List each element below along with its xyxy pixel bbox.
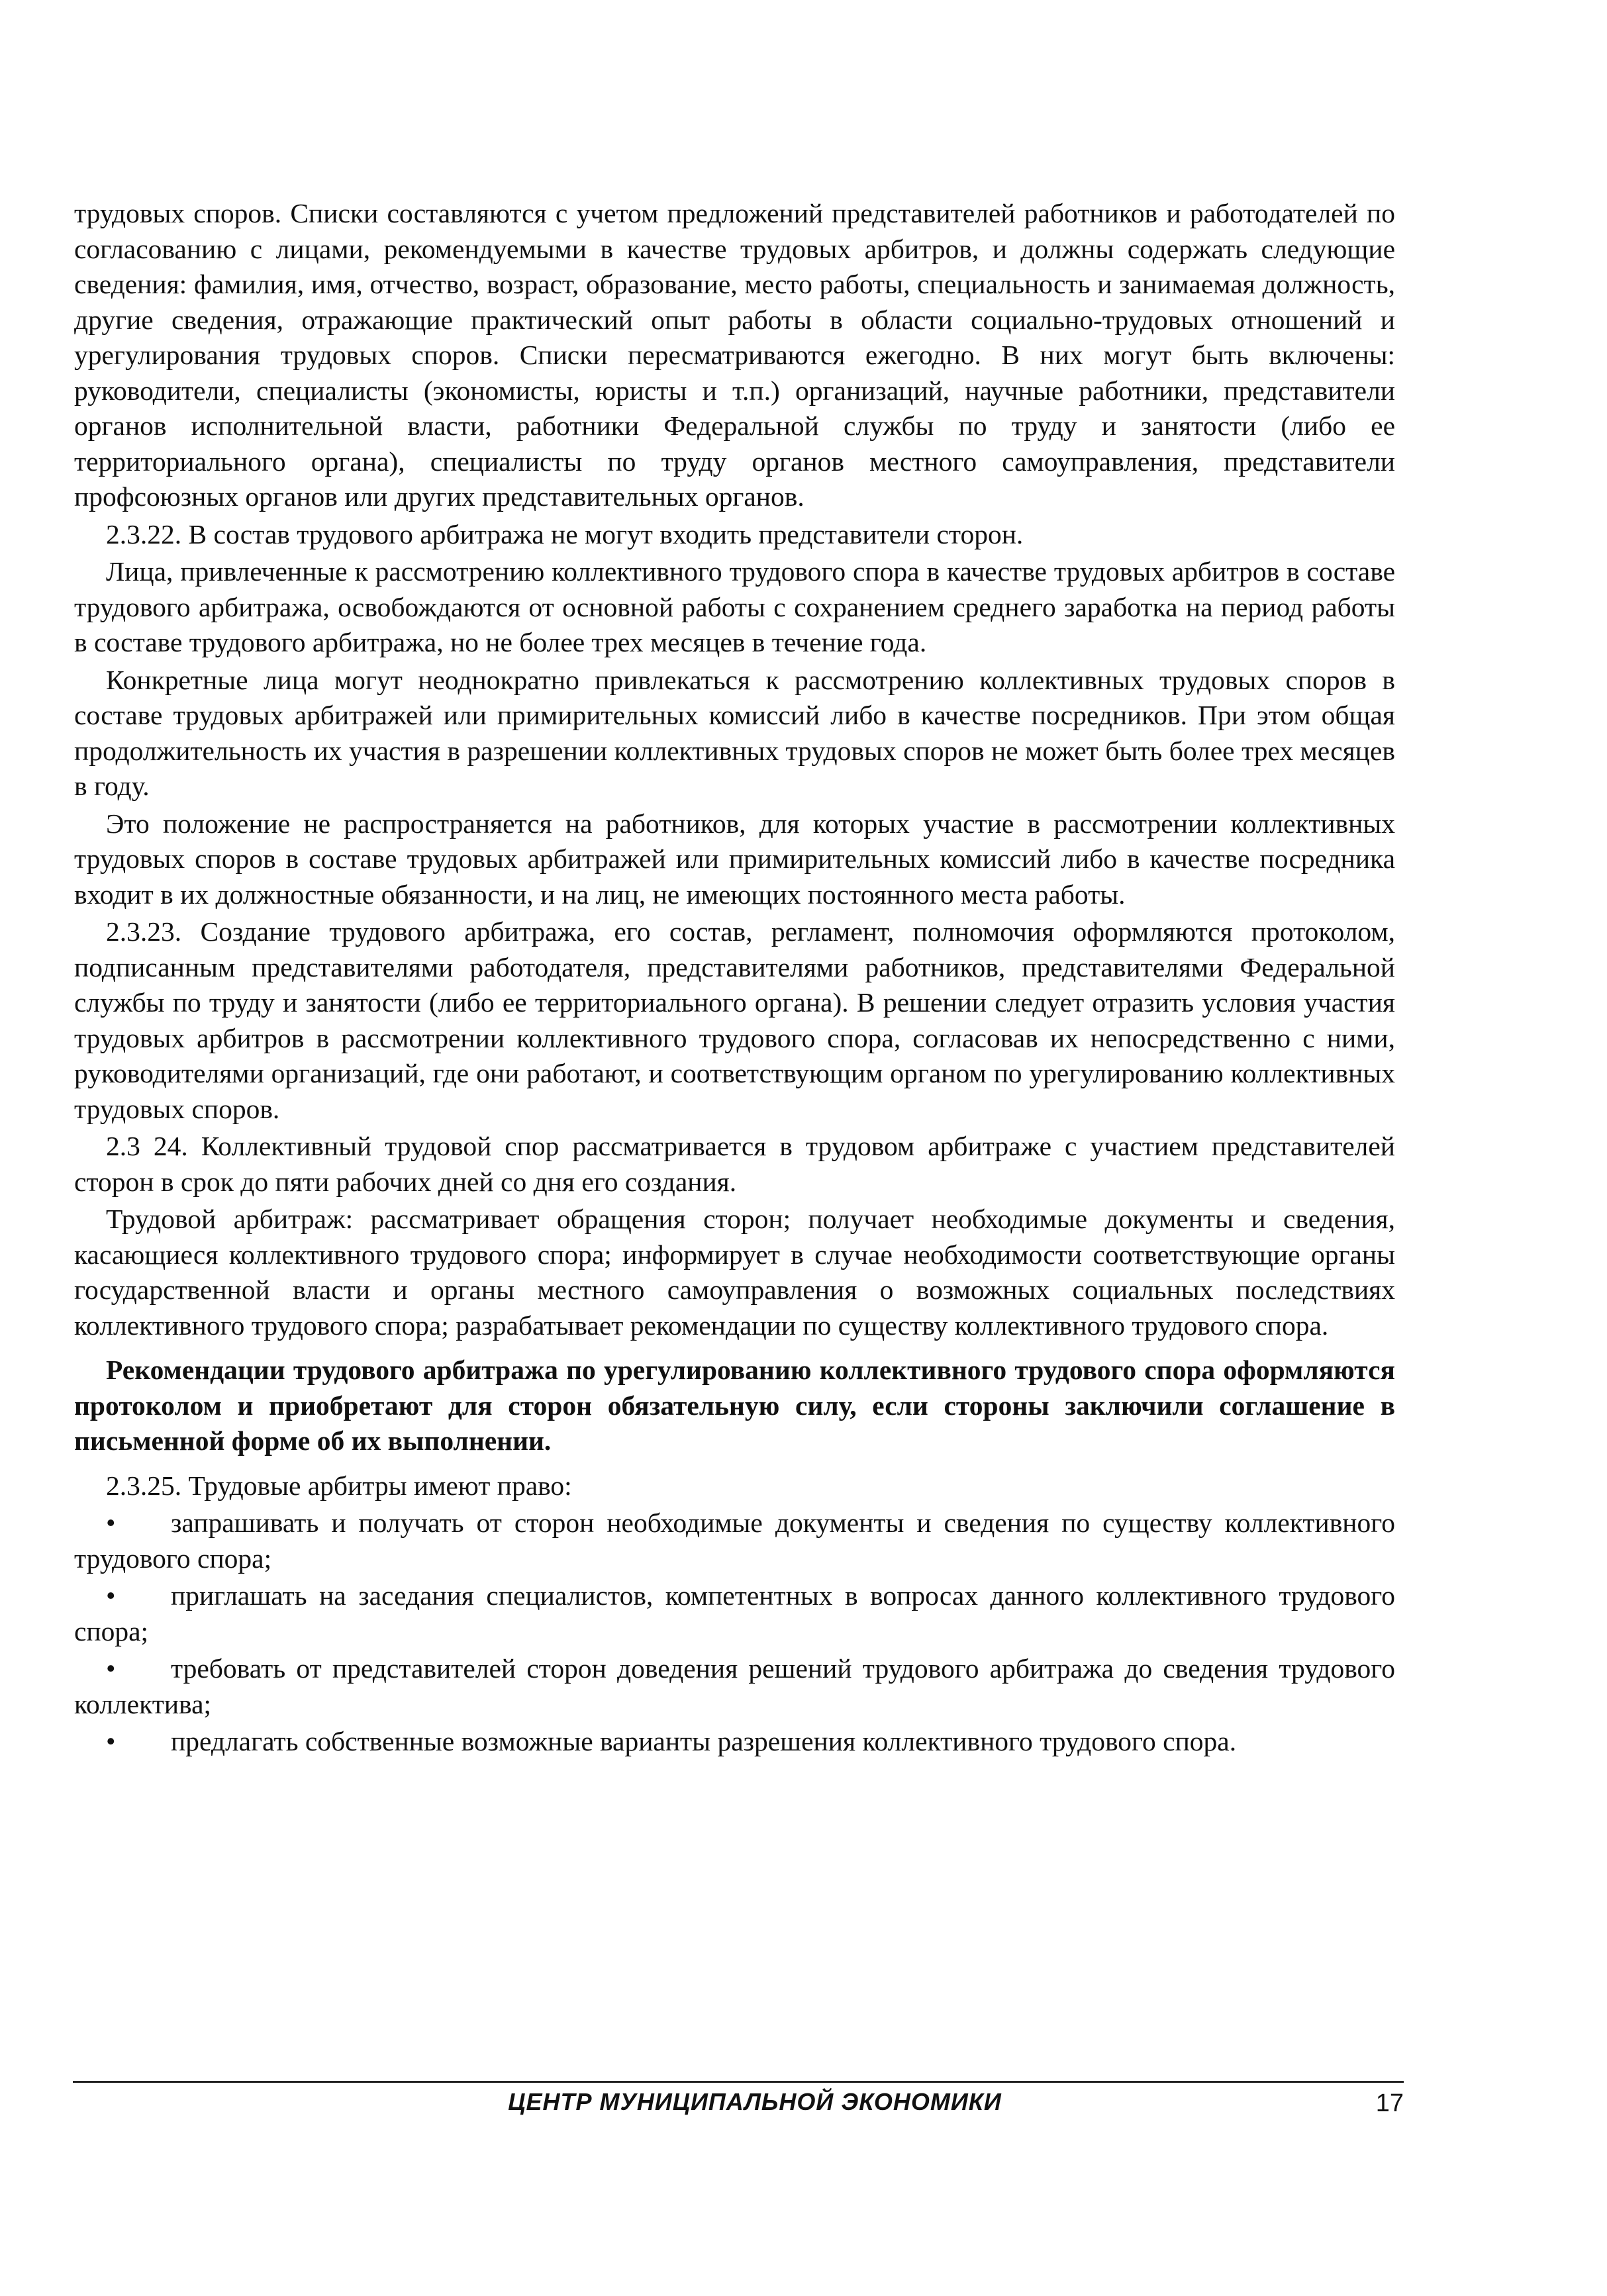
- paragraph: Лица, привлеченные к рассмотрению коллективного трудового спора в качестве трудовых арбитров в составе трудового арбитража, освобождаются от основной работы с сохранением среднего заработка на период работы в составе трудового арбитража, но не более трех месяцев в течение года.: [74, 556, 1395, 657]
- paragraph-2-3-24: 2.3 24. Коллективный трудовой спор рассматривается в трудовом арбитраже с участием представителей сторон в срок до пяти рабочих дней со дня его создания.: [74, 1131, 1395, 1197]
- paragraph: трудовых споров. Списки составляются с учетом предложений представителей работников и работодателей по согласованию с лицами, рекомендуемыми в качестве трудовых арбитров, и должны содержать следующие сведения: фамилия, имя, отчество, возраст, образование, место работы, специальность и занимаемая должность, другие сведения, отражающие практический опыт работы в области социально-трудовых отношений и урегулирования трудовых споров. Списки пересматриваются ежегодно. В них могут быть включены: руководители, специалисты (экономисты, юристы и т.п.) организаций, научные работники, представители органов исполнительной власти, работники Федеральной службы по труду и занятости (либо ее территориального органа), специалисты по труду органов местного самоуправления, представители профсоюзных органов или других представительных органов.: [74, 198, 1395, 512]
- bullet-icon: •: [106, 1507, 116, 1538]
- footer-title: ЦЕНТР МУНИЦИПАЛЬНОЙ ЭКОНОМИКИ: [508, 2088, 1002, 2115]
- bold-paragraph: Рекомендации трудового арбитража по урегулированию коллективного трудового спора оформляются протоколом и приобретают для сторон обязательную силу, если стороны заключили соглашение в письменной форме об их выполнении.: [74, 1355, 1395, 1456]
- paragraph-2-3-23: 2.3.23. Создание трудового арбитража, его состав, регламент, полномочия оформляются протоколом, подписанным представителями работодателя, представителями работников, представителями Федеральной службы по труду и занятости (либо ее территориального органа). В решении следует отразить условия участия трудовых арбитров в рассмотрении коллективного трудового спора, согласовав их непосредственно с ними, руководителями организаций, где они работают, и соответствующим органом по урегулированию коллективных трудовых споров.: [74, 916, 1395, 1124]
- bullet-item: [74, 1651, 1395, 1722]
- bullet-item: [74, 1724, 1395, 1760]
- bullet-icon: •: [106, 1653, 116, 1684]
- bullet-text: запрашивать и получать от сторон необходимые документы и сведения по существу коллективного трудового спора;: [74, 1507, 1395, 1574]
- bullet-text: предлагать собственные возможные варианты разрешения коллективного трудового спора.: [171, 1726, 1237, 1756]
- page-number: 17: [1375, 2089, 1404, 2117]
- bullet-text: требовать от представителей сторон доведения решений трудового арбитража до сведения трудового коллектива;: [74, 1653, 1395, 1719]
- bullet-item: [74, 1578, 1395, 1649]
- paragraph-2-3-22: 2.3.22. В состав трудового арбитража не могут входить представители сторон.: [106, 518, 1024, 550]
- paragraph: Конкретные лица могут неоднократно привлекаться к рассмотрению коллективных трудовых споров в составе трудовых арбитражей или примирительных комиссий либо в качестве посредников. При этом общая продолжительность их участия в разрешении коллективных трудовых споров не может быть более трех месяцев в году.: [74, 664, 1395, 801]
- body-text: [74, 196, 1395, 1762]
- footer-divider: [73, 2081, 1404, 2083]
- bullet-icon: •: [106, 1580, 116, 1611]
- bullet-text: приглашать на заседания специалистов, компетентных в вопросах данного коллективного трудового спора;: [74, 1580, 1395, 1647]
- paragraph: Трудовой арбитраж: рассматривает обращения сторон; получает необходимые документы и сведения, касающиеся коллективного трудового спора; информирует в случае необходимости соответствующие органы государственной власти и органы местного самоуправления о возможных социальных последствиях коллективного трудового спора; разрабатывает рекомендации по существу коллективного трудового спора.: [74, 1204, 1395, 1341]
- bullet-icon: •: [106, 1726, 116, 1756]
- bullet-item: [74, 1506, 1395, 1576]
- paragraph: Это положение не распространяется на работников, для которых участие в рассмотрении коллективных трудовых споров в составе трудовых арбитражей или примирительных комиссий либо в качестве посредника входит в их должностные обязанности, и на лиц, не имеющих постоянного места работы.: [74, 808, 1395, 910]
- paragraph-2-3-25: 2.3.25. Трудовые арбитры имеют право:: [106, 1470, 572, 1501]
